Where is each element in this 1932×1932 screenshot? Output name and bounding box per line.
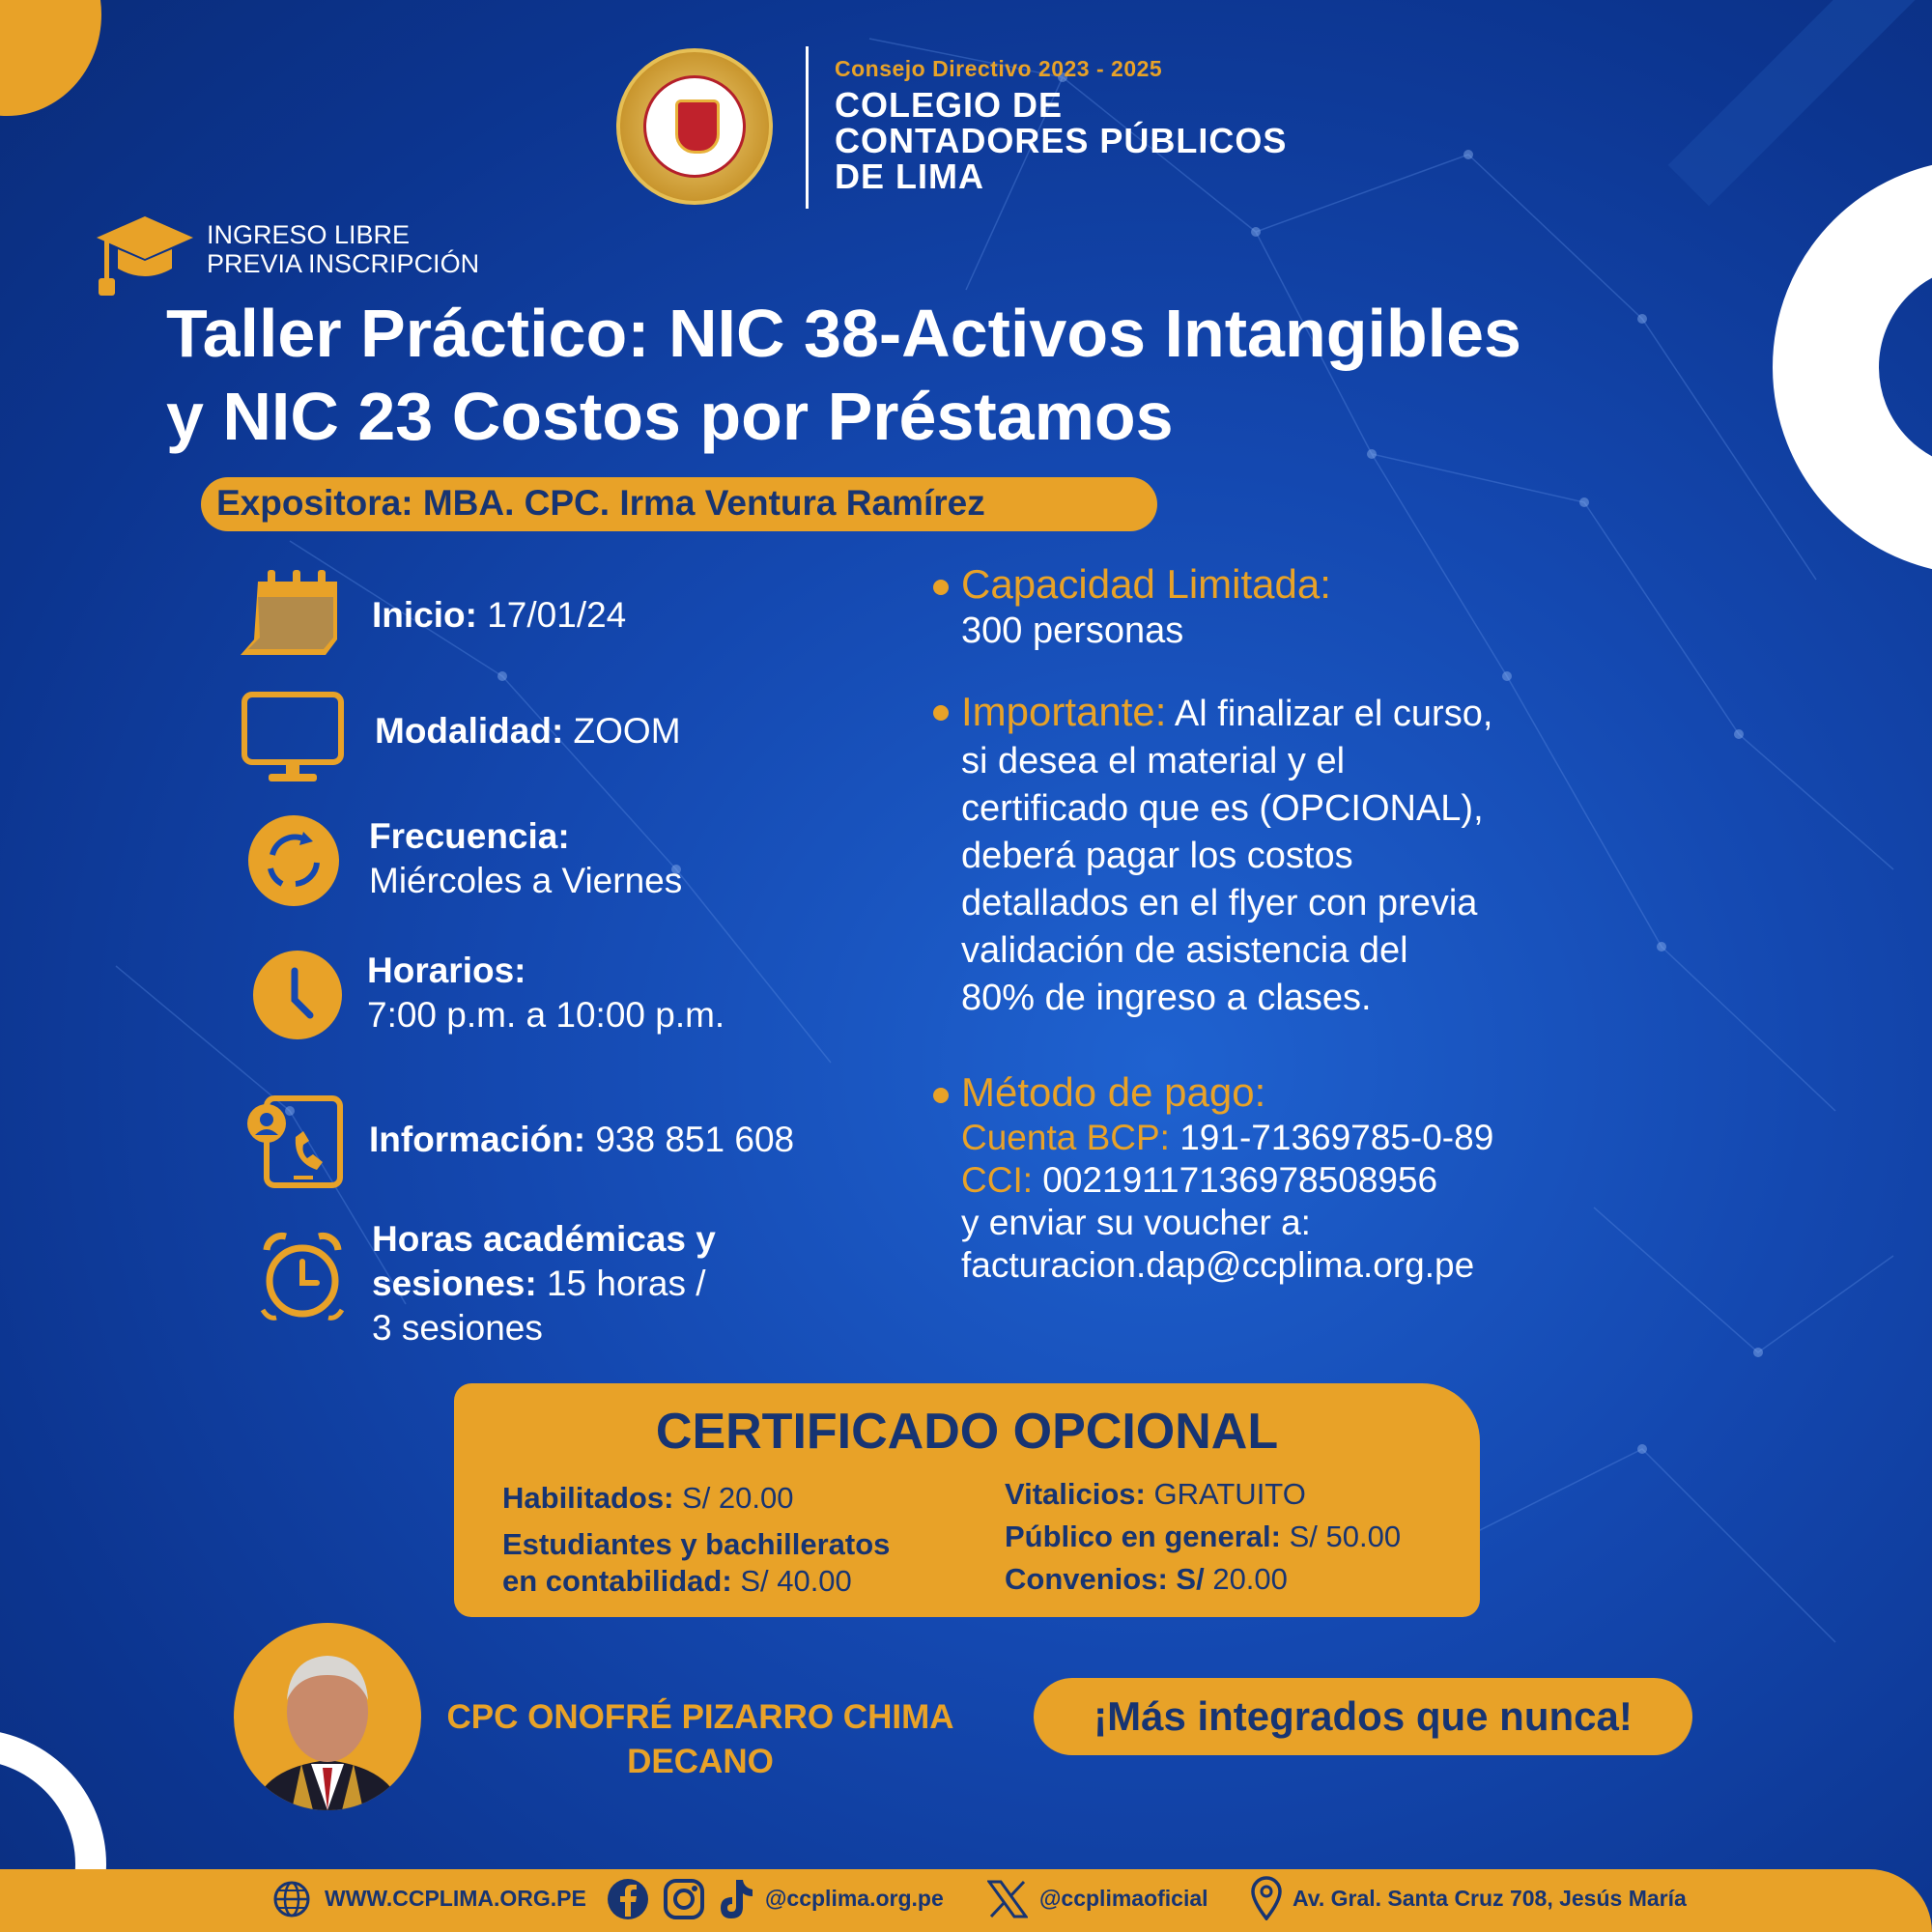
- start-label: Inicio:: [372, 595, 477, 635]
- seal-center: [643, 75, 746, 178]
- price-vitalicios: [1005, 1476, 1306, 1513]
- payment-heading: Método de pago:: [961, 1069, 1266, 1115]
- public-value: S/ 50.00: [1289, 1520, 1402, 1553]
- information-phone: 938 851 608: [595, 1120, 795, 1159]
- schedule: [367, 949, 724, 1037]
- calendar-icon: [237, 568, 343, 661]
- habilitados-label: Habilitados:: [502, 1481, 674, 1515]
- access-line1: INGRESO LIBRE: [207, 220, 411, 249]
- important-line4: deberá pagar los costos: [961, 836, 1353, 876]
- price-students: [502, 1526, 890, 1600]
- dean-portrait-icon: [234, 1623, 421, 1810]
- capacity-value: 300 personas: [961, 611, 1184, 651]
- certificate-box: [454, 1383, 1480, 1617]
- title-line1: Taller Práctico: NIC 38-Activos Intangibles: [166, 296, 1521, 371]
- cci-number: 00219117136978508956: [1042, 1160, 1438, 1200]
- bullet-dot: [933, 1088, 949, 1103]
- hours-label-1: Horas académicas y: [372, 1219, 716, 1259]
- council-period: Consejo Directivo 2023 - 2025: [835, 56, 1163, 81]
- access-line2: PREVIA INSCRIPCIÓN: [207, 249, 480, 278]
- price-public: [1005, 1519, 1401, 1555]
- tiktok-icon[interactable]: [717, 1878, 755, 1920]
- college-name-line1: COLEGIO DE: [835, 85, 1064, 125]
- students-label-1: Estudiantes y bachilleratos: [502, 1527, 891, 1561]
- hours-value-1: 15 horas /: [546, 1264, 706, 1303]
- modality-label: Modalidad:: [375, 711, 564, 751]
- capacity-block: [961, 560, 1657, 655]
- workshop-title: [166, 292, 1789, 458]
- bullet-dot: [933, 580, 949, 595]
- title-line2: y NIC 23 Costos por Préstamos: [166, 379, 1174, 454]
- important-note: [961, 688, 1657, 1022]
- clock-icon: [252, 950, 343, 1040]
- capacity-heading: Capacidad Limitada:: [961, 561, 1331, 607]
- bullet-dot: [933, 705, 949, 721]
- schedule-label: Horarios:: [367, 951, 526, 990]
- dean-role: DECANO: [627, 1743, 774, 1780]
- globe-icon: [272, 1880, 311, 1918]
- website-link[interactable]: WWW.CCPLIMA.ORG.PE: [325, 1886, 586, 1911]
- important-line5: detallados en el flyer con previa: [961, 883, 1478, 923]
- access-note: [207, 220, 479, 278]
- certificate-title: CERTIFICADO OPCIONAL: [655, 1404, 1279, 1460]
- schedule-value: 7:00 p.m. a 10:00 p.m.: [367, 995, 725, 1035]
- x-twitter-icon[interactable]: [987, 1880, 1028, 1918]
- important-line7: 80% de ingreso a clases.: [961, 978, 1372, 1018]
- dean-name: CPC ONOFRÉ PIZARRO CHIMA: [446, 1698, 954, 1736]
- convenios-label: Convenios: S/: [1005, 1562, 1205, 1596]
- cci-account: [961, 1159, 1437, 1202]
- monitor-icon: [242, 692, 344, 784]
- bcp-number: 191-71369785-0-89: [1179, 1118, 1494, 1157]
- modality: [375, 709, 681, 753]
- college-name-line3: DE LIMA: [835, 156, 984, 196]
- habilitados-value: S/ 20.00: [682, 1481, 794, 1515]
- college-seal-logo: [616, 48, 773, 205]
- billing-email: facturacion.dap@ccplima.org.pe: [961, 1245, 1475, 1285]
- frequency-label: Frecuencia:: [369, 816, 570, 856]
- public-label: Público en general:: [1005, 1520, 1281, 1553]
- students-value: S/ 40.00: [740, 1564, 852, 1598]
- important-line6: validación de asistencia del: [961, 930, 1408, 971]
- important-line3: certificado que es (OPCIONAL),: [961, 788, 1484, 829]
- vitalicios-label: Vitalicios:: [1005, 1477, 1146, 1511]
- x-handle[interactable]: @ccplimaoficial: [1039, 1886, 1208, 1911]
- frequency: [369, 814, 682, 903]
- vitalicios-value: GRATUITO: [1153, 1477, 1306, 1511]
- price-convenios: [1005, 1561, 1288, 1598]
- hours-label-2: sesiones:: [372, 1264, 537, 1303]
- frequency-value: Miércoles a Viernes: [369, 861, 683, 900]
- dean-info: [425, 1695, 976, 1784]
- address: Av. Gral. Santa Cruz 708, Jesús María: [1293, 1886, 1687, 1911]
- slogan-text: ¡Más integrados que nunca!: [1094, 1693, 1633, 1739]
- graduation-cap-icon: [95, 214, 195, 298]
- important-heading: Importante:: [961, 689, 1167, 734]
- phone-contact-icon: [245, 1094, 344, 1189]
- social-handle[interactable]: @ccplima.org.pe: [765, 1886, 944, 1911]
- academic-hours: [372, 1217, 716, 1350]
- instagram-icon[interactable]: [663, 1878, 705, 1920]
- bcp-account: [961, 1117, 1493, 1159]
- hours-value-2: 3 sesiones: [372, 1308, 543, 1348]
- convenios-value: 20.00: [1212, 1562, 1288, 1596]
- college-name-line2: CONTADORES PÚBLICOS: [835, 121, 1288, 160]
- start-date: [372, 593, 626, 638]
- slogan-pill: [1034, 1678, 1692, 1755]
- college-name: [835, 87, 1287, 194]
- dean-photo: [234, 1623, 421, 1810]
- information-label: Información:: [369, 1120, 586, 1159]
- start-value: 17/01/24: [487, 595, 627, 635]
- speaker-name: Expositora: MBA. CPC. Irma Ventura Ramírez: [216, 483, 985, 523]
- price-habilitados: [502, 1480, 794, 1517]
- seal-shield-icon: [675, 99, 720, 154]
- header-divider: [806, 46, 809, 209]
- recurrence-icon: [247, 814, 340, 907]
- facebook-icon[interactable]: [607, 1878, 649, 1920]
- important-line1: Al finalizar el curso,: [1174, 694, 1493, 734]
- information: [369, 1118, 794, 1162]
- cci-label: CCI:: [961, 1160, 1033, 1200]
- modality-value: ZOOM: [573, 711, 681, 751]
- location-pin-icon: [1250, 1876, 1283, 1920]
- alarm-clock-icon: [259, 1229, 346, 1325]
- important-line2: si desea el material y el: [961, 741, 1346, 781]
- students-label-2: en contabilidad:: [502, 1564, 732, 1598]
- voucher-label: y enviar su voucher a:: [961, 1203, 1311, 1242]
- bcp-label: Cuenta BCP:: [961, 1118, 1170, 1157]
